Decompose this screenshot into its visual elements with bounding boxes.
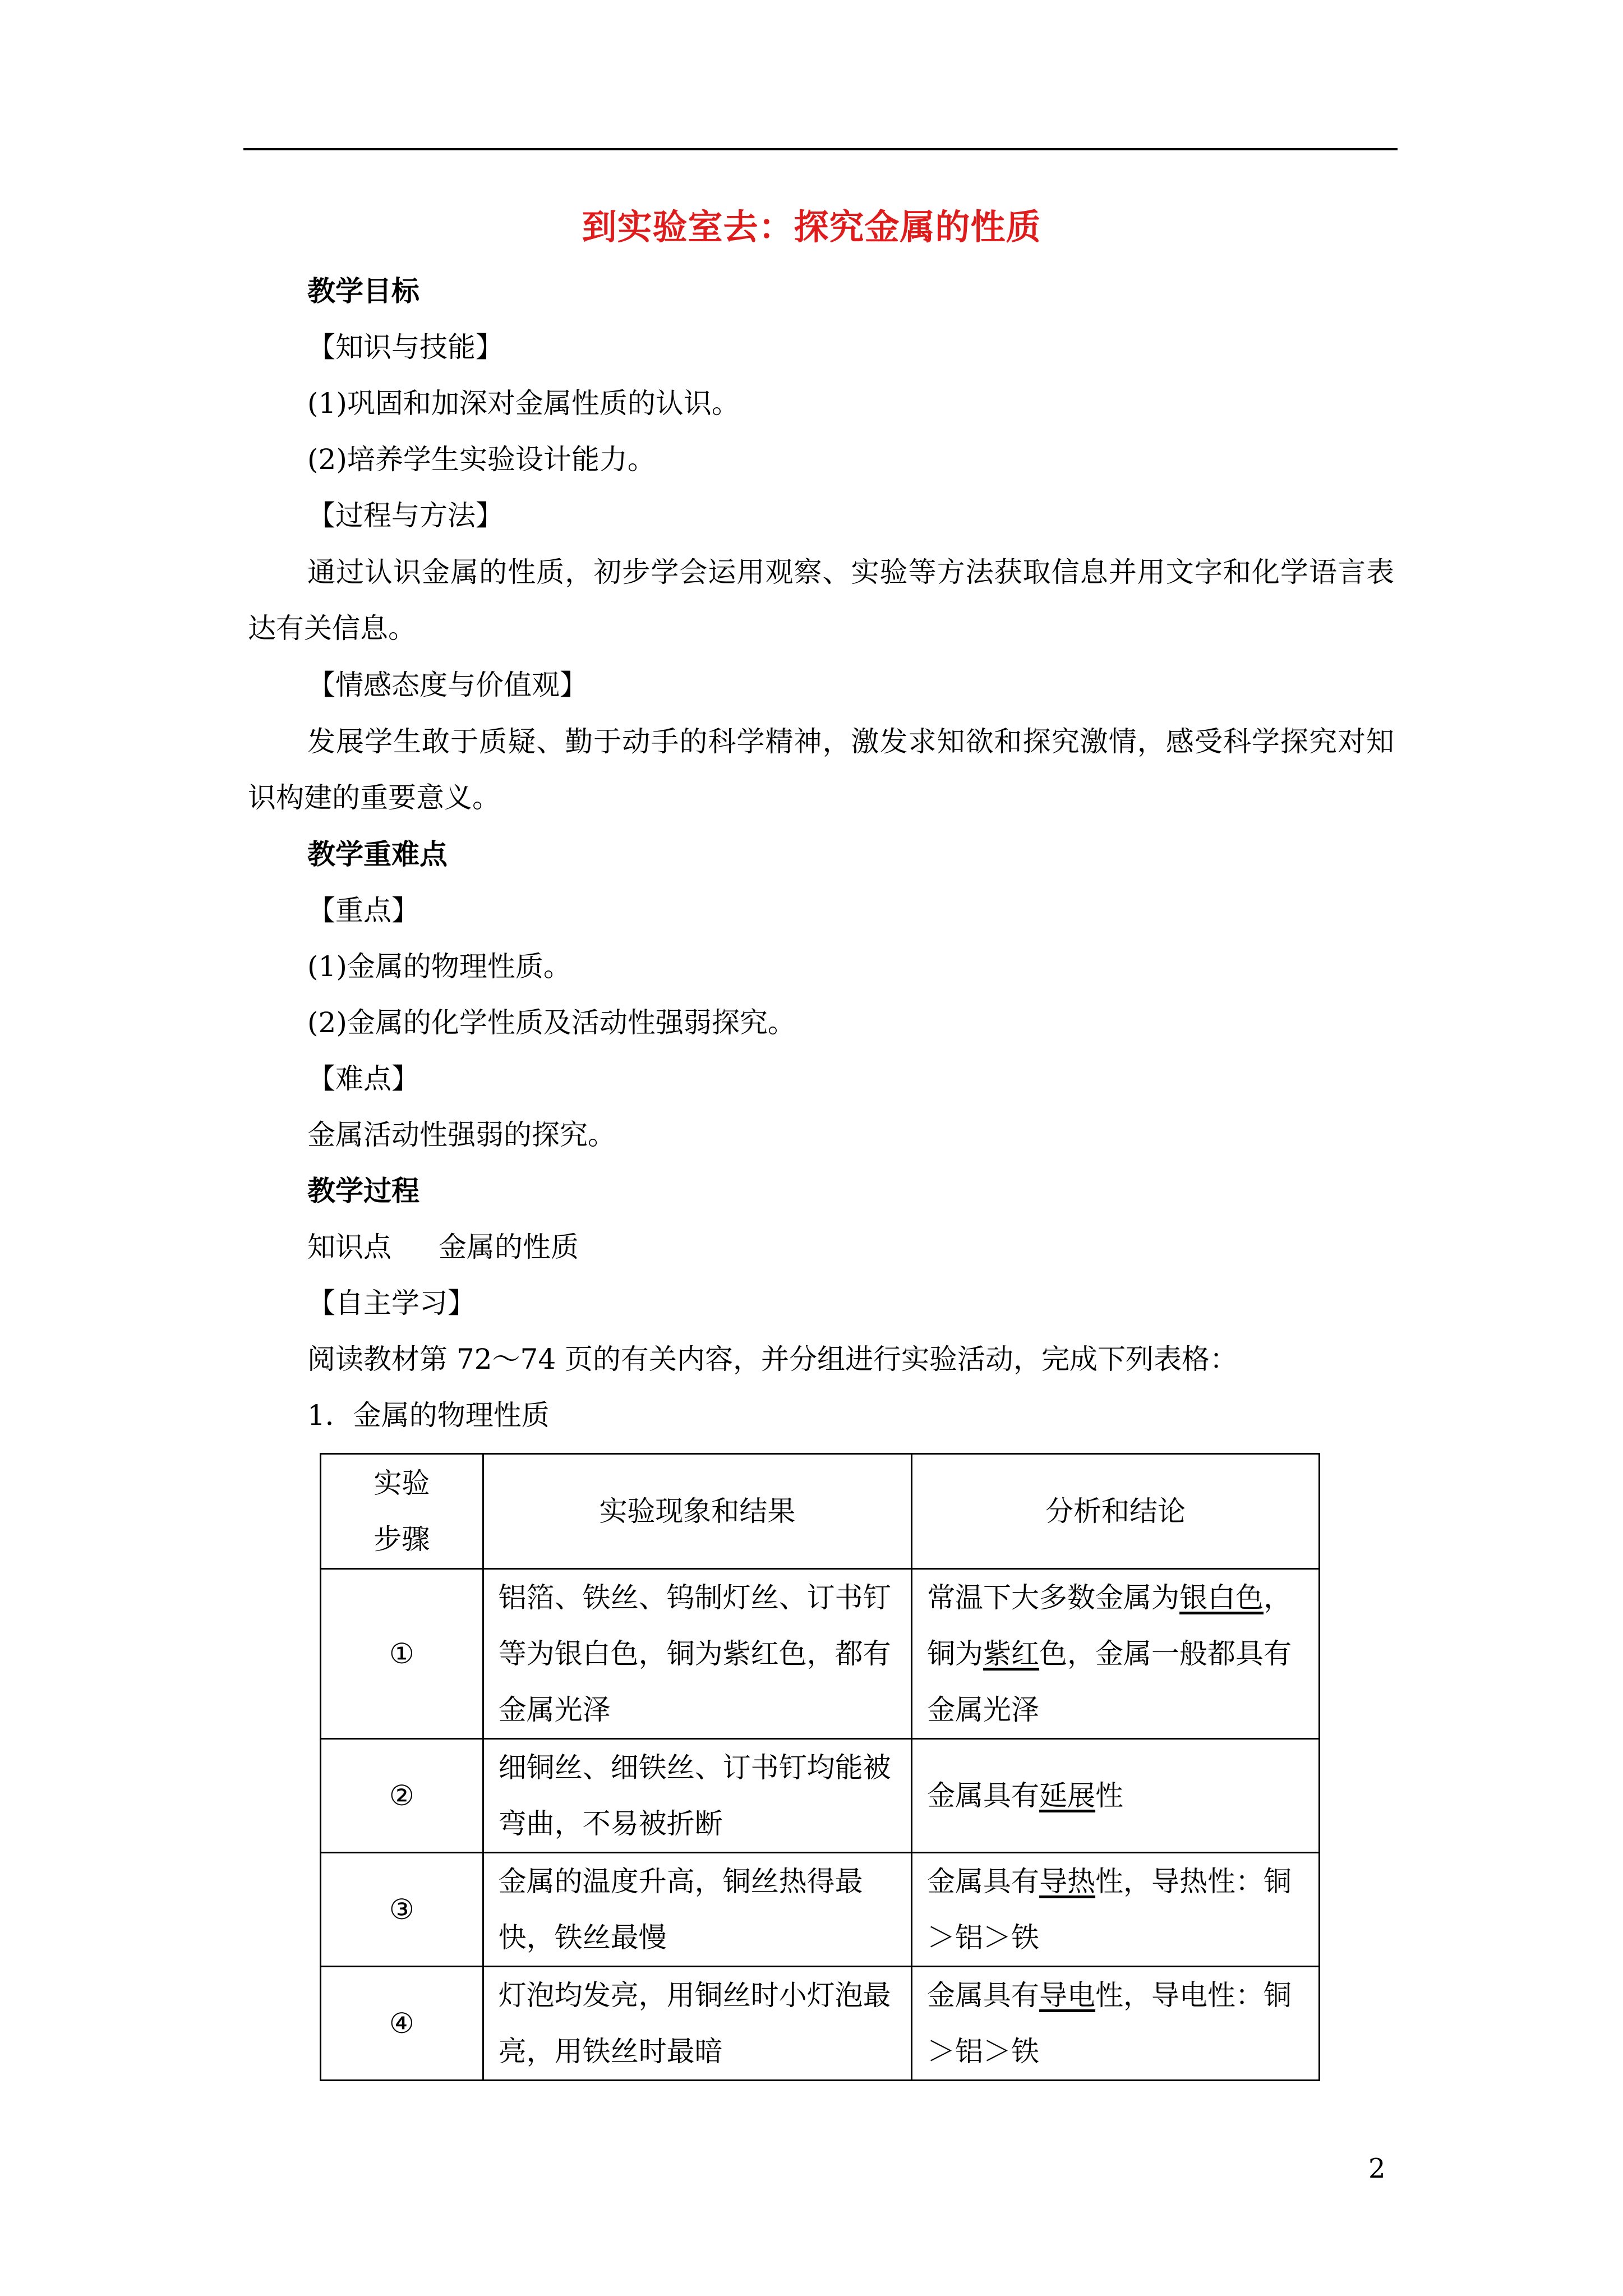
conclusion-cell: 常温下大多数金属为银白色，铜为紫红色，金属一般都具有金属光泽 [912, 1569, 1320, 1739]
answer-blank: 导电 [1039, 1979, 1096, 2012]
difficulty-text: 金属活动性强弱的探究。 [307, 1119, 616, 1151]
knowledge-item-1: (1)巩固和加深对金属性质的认识。 [307, 387, 740, 420]
objectives-heading: 教学目标 [307, 274, 419, 307]
table-row [321, 1569, 1320, 1739]
focus-heading: 【重点】 [307, 894, 419, 927]
header-rule [243, 148, 1398, 150]
knowledge-heading: 【知识与技能】 [307, 331, 504, 364]
answer-blank: 延展 [1039, 1779, 1096, 1812]
table-header-row [321, 1454, 1320, 1569]
conclusion-cell: 金属具有导热性，导热性：铜＞铝＞铁 [912, 1853, 1320, 1967]
header-phenomenon: 实验现象和结果 [483, 1454, 911, 1569]
phenomenon-cell: 铝箔、铁丝、钨制灯丝、订书钉等为银白色，铜为紫红色，都有金属光泽 [483, 1569, 911, 1739]
step-cell: ② [321, 1739, 483, 1853]
header-conclusion: 分析和结论 [912, 1454, 1320, 1569]
answer-blank: 导热 [1039, 1865, 1096, 1898]
phenomenon-cell: 细铜丝、细铁丝、订书钉均能被弯曲，不易被折断 [483, 1739, 911, 1853]
answer-blank: 紫红 [983, 1637, 1040, 1670]
emotion-text: 发展学生敢于质疑、勤于动手的科学精神，激发求知欲和探究激情，感受科学探究对知识构建的重要意义。 [248, 725, 1394, 814]
self-study-heading: 【自主学习】 [307, 1287, 476, 1319]
keypoints-heading: 教学重难点 [307, 838, 448, 871]
table-row [321, 1739, 1320, 1853]
difficulty-heading: 【难点】 [307, 1062, 419, 1095]
focus-item-1: (1)金属的物理性质。 [307, 950, 571, 983]
step-cell: ④ [321, 1967, 483, 2081]
table-caption: 1．金属的物理性质 [307, 1399, 550, 1432]
emotion-heading: 【情感态度与价值观】 [307, 669, 588, 701]
phenomenon-cell: 金属的温度升高，铜丝热得最快，铁丝最慢 [483, 1853, 911, 1967]
knowledge-point-text: 金属的性质 [439, 1231, 579, 1263]
process-text: 通过认识金属的性质，初步学会运用观察、实验等方法获取信息并用文字和化学语言表达有关信息。 [248, 556, 1394, 645]
self-study-text: 阅读教材第 72～74 页的有关内容，并分组进行实验活动，完成下列表格： [307, 1343, 1238, 1375]
knowledge-point-label: 知识点 [307, 1231, 391, 1263]
table-row [321, 1853, 1320, 1967]
focus-item-2: (2)金属的化学性质及活动性强弱探究。 [307, 1006, 796, 1039]
knowledge-item-2: (2)培养学生实验设计能力。 [307, 443, 656, 476]
answer-blank: 银白色 [1179, 1581, 1264, 1614]
teaching-process-heading: 教学过程 [307, 1174, 419, 1207]
conclusion-cell: 金属具有导电性，导电性：铜＞铝＞铁 [912, 1967, 1320, 2081]
phenomenon-cell: 灯泡均发亮，用铜丝时小灯泡最亮，用铁丝时最暗 [483, 1967, 911, 2081]
page-number: 2 [1368, 2153, 1386, 2184]
page-title: 到实验室去：探究金属的性质 [582, 206, 1041, 247]
step-cell: ③ [321, 1853, 483, 1967]
physical-properties-table [320, 1453, 1320, 2081]
header-step: 实验 步骤 [321, 1454, 483, 1569]
table-row [321, 1967, 1320, 2081]
step-cell: ① [321, 1569, 483, 1739]
process-heading: 【过程与方法】 [307, 499, 504, 532]
conclusion-cell: 金属具有延展性 [912, 1739, 1320, 1853]
